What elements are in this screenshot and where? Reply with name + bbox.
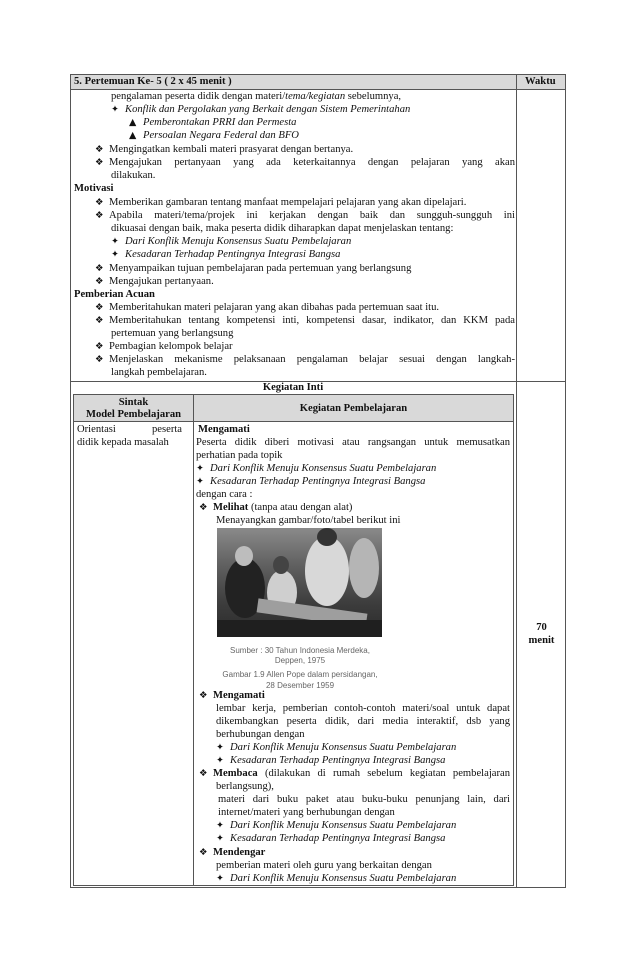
diamond-icon: ❖ <box>199 690 208 701</box>
header-title: 5. Pertemuan Ke- 5 ( 2 x 45 menit ) <box>74 76 232 87</box>
sintak-orientasi: didik kepada masalah <box>77 437 169 448</box>
col-header-kegiatan: Kegiatan Pembelajaran <box>299 403 408 414</box>
star-icon: ✦ <box>111 104 119 115</box>
bullet-item: ❖ Menjelaskan mekanisme pelaksanaan pengalaman belajar sesuai dengan langkah- <box>95 354 515 365</box>
diamond-icon: ❖ <box>199 847 208 858</box>
bullet-continuation: dilakukan. <box>111 170 156 181</box>
section-heading-acuan: Pemberian Acuan <box>74 289 155 300</box>
diamond-icon: ❖ <box>95 144 104 155</box>
bullet-continuation: langkah pembelajaran. <box>111 367 207 378</box>
header-waktu: Waktu <box>525 76 556 87</box>
mengamati-heading: Mengamati <box>198 424 250 435</box>
divider <box>516 74 517 888</box>
star-icon: ✦ <box>216 755 224 766</box>
diamond-icon: ❖ <box>95 354 104 365</box>
bullet-item: ❖ Memberikan gambaran tentang manfaat mempelajari pelajaran yang akan dipelajari. <box>95 197 467 208</box>
paragraph-line: pemberian materi oleh guru yang berkaitan dengan <box>216 860 432 871</box>
paragraph-line: Menayangkan gambar/foto/tabel berikut ini <box>216 515 401 526</box>
divider <box>193 394 194 886</box>
sintak-orientasi: Orientasi <box>77 424 116 435</box>
topic-item: ✦ Konflik dan Pergolakan yang Berkait dengan Sistem Pemerintahan <box>111 104 411 115</box>
bullet-item: ❖ Mengajukan pertanyaan yang ada keterkaitannya dengan pelajaran yang akan <box>95 157 515 168</box>
diamond-icon: ❖ <box>95 157 104 168</box>
topic-item: ✦ Dari Konflik Menuju Konsensus Suatu Pembelajaran <box>196 463 437 474</box>
bullet-item: ❖ Mengamati <box>199 690 265 701</box>
paragraph-line: perhatian pada topik <box>196 450 283 461</box>
diamond-icon: ❖ <box>95 263 104 274</box>
kegiatan-inti-title: Kegiatan Inti <box>262 382 324 393</box>
star-icon: ✦ <box>196 463 204 474</box>
sintak-orientasi: peserta <box>152 424 182 435</box>
diamond-icon: ❖ <box>95 197 104 208</box>
diamond-icon: ❖ <box>95 210 104 221</box>
bullet-item: ❖ Pembagian kelompok belajar <box>95 341 233 352</box>
bullet-item: ❖ Memberitahukan tentang kompetensi inti, kompetensi dasar, indikator, dan KKM pada <box>95 315 515 326</box>
section-heading-motivasi: Motivasi <box>74 183 114 194</box>
historical-photo <box>217 528 382 637</box>
photo-caption: Deppen, 1975 <box>274 656 326 665</box>
paragraph-line: berhubungan dengan <box>216 729 305 740</box>
star-icon: ✦ <box>111 249 119 260</box>
triangle-icon: ▲ <box>129 130 137 141</box>
star-icon: ✦ <box>111 236 119 247</box>
subtopic-item: ▲ Pemberontakan PRRI dan Permesta <box>129 117 297 128</box>
topic-item: ✦ Kesadaran Terhadap Pentingnya Integrasi Bangsa <box>216 833 446 844</box>
topic-item: ✦ Dari Konflik Menuju Konsensus Suatu Pembelajaran <box>111 236 352 247</box>
bullet-item: ❖ Melihat (tanpa atau dengan alat) <box>199 502 353 513</box>
paragraph-line: Peserta didik diberi motivasi atau rangsangan untuk memusatkan <box>196 437 510 448</box>
photo-caption: Sumber : 30 Tahun Indonesia Merdeka, <box>230 646 370 655</box>
paragraph-line: lembar kerja, pemberian contoh-contoh materi/soal untuk dapat <box>216 703 510 714</box>
topic-item: ✦ Kesadaran Terhadap Pentingnya Integrasi Bangsa <box>111 249 341 260</box>
star-icon: ✦ <box>216 742 224 753</box>
triangle-icon: ▲ <box>129 117 137 128</box>
col-header-model: Model Pembelajaran <box>85 409 182 420</box>
photo-caption: Gambar 1.9 Allen Pope dalam persidangan, <box>222 670 378 679</box>
star-icon: ✦ <box>216 820 224 831</box>
star-icon: ✦ <box>216 833 224 844</box>
paragraph-line: berlangsung), <box>216 781 274 792</box>
bullet-item: ❖ Memberitahukan materi pelajaran yang akan dibahas pada pertemuan saat itu. <box>95 302 440 313</box>
star-icon: ✦ <box>216 873 224 884</box>
paragraph-line: internet/materi yang berhubungan dengan <box>218 807 395 818</box>
topic-item: ✦ Kesadaran Terhadap Pentingnya Integrasi Bangsa <box>196 476 426 487</box>
diamond-icon: ❖ <box>199 768 208 779</box>
star-icon: ✦ <box>196 476 204 487</box>
paragraph-line: dikembangkan peserta didik, dari media interaktif, dsb yang <box>216 716 510 727</box>
bullet-item: ❖ Menyampaikan tujuan pembelajaran pada pertemuan yang berlangsung <box>95 263 412 274</box>
paragraph-line: materi dari buku paket atau buku-buku penunjang lain, dari <box>218 794 510 805</box>
bullet-item: ❖ Mengajukan pertanyaan. <box>95 276 214 287</box>
topic-item: ✦ Kesadaran Terhadap Pentingnya Integrasi Bangsa <box>216 755 446 766</box>
duration-unit: menit <box>528 635 555 646</box>
col-header-sintak: Sintak <box>118 397 149 408</box>
topic-item: ✦ Dari Konflik Menuju Konsensus Suatu Pembelajaran <box>216 873 457 884</box>
bullet-item: ❖ Membaca (dilakukan di rumah sebelum kegiatan pembelajaran <box>199 768 510 779</box>
bullet-item: ❖ Apabila materi/tema/projek ini kerjakan dengan baik dan sungguh-sungguh ini <box>95 210 515 221</box>
paragraph-line: dengan cara : <box>196 489 253 500</box>
diamond-icon: ❖ <box>95 276 104 287</box>
intro-line: pengalaman peserta didik dengan materi/tema/kegiatan sebelumnya, <box>111 91 402 102</box>
diamond-icon: ❖ <box>95 315 104 326</box>
bullet-continuation: dikuasai dengan baik, maka peserta didik diharapkan dapat menjelaskan tentang: <box>111 223 454 234</box>
topic-item: ✦ Dari Konflik Menuju Konsensus Suatu Pembelajaran <box>216 820 457 831</box>
diamond-icon: ❖ <box>95 341 104 352</box>
bullet-item: ❖ Mengingatkan kembali materi prasyarat dengan bertanya. <box>95 144 354 155</box>
topic-item: ✦ Dari Konflik Menuju Konsensus Suatu Pembelajaran <box>216 742 457 753</box>
photo-caption: 28 Desember 1959 <box>265 681 335 690</box>
duration-value: 70 <box>536 622 547 633</box>
diamond-icon: ❖ <box>95 302 104 313</box>
subtopic-item: ▲ Persoalan Negara Federal dan BFO <box>129 130 299 141</box>
bullet-item: ❖ Mendengar <box>199 847 266 858</box>
diamond-icon: ❖ <box>199 502 208 513</box>
bullet-continuation: pertemuan yang berlangsung <box>111 328 234 339</box>
